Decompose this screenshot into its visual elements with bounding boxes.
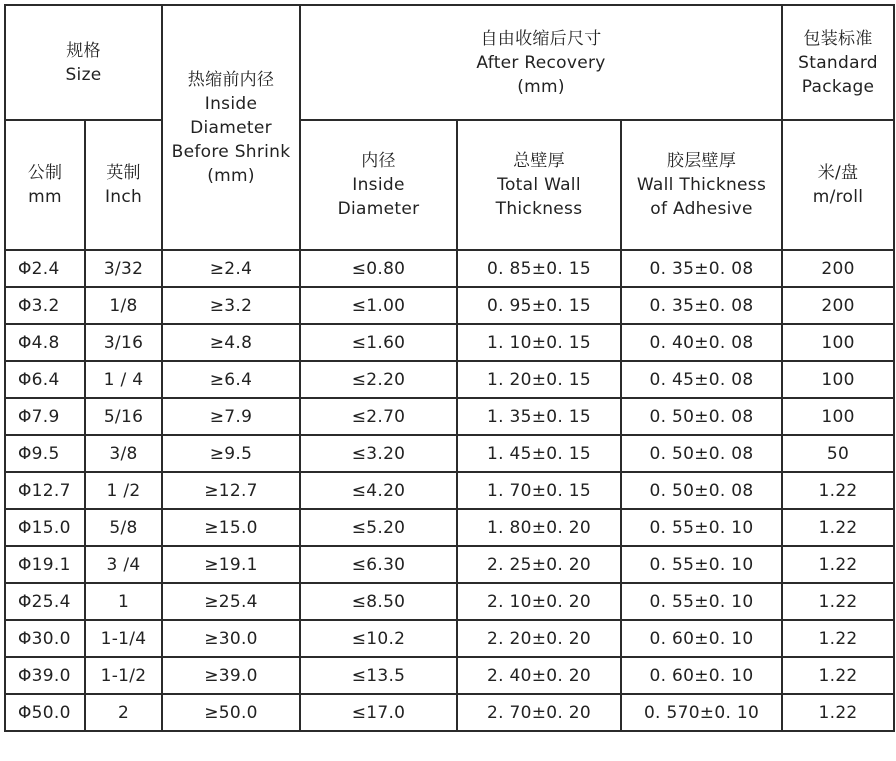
header-metric-cn: 公制 [27,163,63,183]
cell-inside-after: ≤2.20 [300,361,457,398]
cell-inside-after: ≤1.00 [300,287,457,324]
cell-inch: 1-1/4 [85,620,162,657]
header-total-wall-en-2: Thickness [495,199,583,219]
table-row [5,398,894,435]
header-size-cn: 规格 [66,40,101,61]
cell-adhesive-wall: 0. 55±0. 10 [621,546,782,583]
table-row [5,620,894,657]
cell-adhesive-wall: 0. 60±0. 10 [621,657,782,694]
cell-metric: Φ9.5 [5,435,85,472]
cell-inch: 2 [85,694,162,731]
table-row [5,361,894,398]
cell-inside-before: ≥4.8 [162,324,300,361]
header-per-roll-cn: 米/盘 [817,163,859,183]
cell-package: 100 [782,361,894,398]
cell-metric: Φ30.0 [5,620,85,657]
cell-package: 1.22 [782,583,894,620]
cell-metric: Φ12.7 [5,472,85,509]
table-row [5,250,894,287]
cell-adhesive-wall: 0. 50±0. 08 [621,472,782,509]
cell-metric: Φ4.8 [5,324,85,361]
spec-table [4,4,895,732]
cell-package: 1.22 [782,694,894,731]
header-after-recovery-cn: 自由收缩后尺寸 [480,28,602,49]
table-row [5,435,894,472]
cell-inch: 1 /2 [85,472,162,509]
cell-package: 100 [782,398,894,435]
header-after-recovery-en-2: (mm) [517,76,565,97]
cell-total-wall: 1. 20±0. 15 [457,361,621,398]
header-adhesive-wall-en-1: Wall Thickness [636,175,767,195]
cell-metric: Φ25.4 [5,583,85,620]
header-adhesive-wall-en-2: of Adhesive [650,199,753,219]
table-row [5,657,894,694]
header-per-roll [782,120,894,250]
cell-inside-before: ≥50.0 [162,694,300,731]
cell-adhesive-wall: 0. 35±0. 08 [621,250,782,287]
cell-inside-before: ≥12.7 [162,472,300,509]
cell-adhesive-wall: 0. 35±0. 08 [621,287,782,324]
cell-total-wall: 1. 80±0. 20 [457,509,621,546]
header-inch-en: Inch [104,187,143,207]
cell-package: 200 [782,250,894,287]
cell-adhesive-wall: 0. 60±0. 10 [621,620,782,657]
cell-total-wall: 0. 95±0. 15 [457,287,621,324]
header-per-roll-en: m/roll [812,187,864,207]
cell-inch: 1 [85,583,162,620]
cell-inside-before: ≥39.0 [162,657,300,694]
cell-inside-before: ≥30.0 [162,620,300,657]
cell-total-wall: 2. 25±0. 20 [457,546,621,583]
cell-adhesive-wall: 0. 55±0. 10 [621,509,782,546]
cell-total-wall: 2. 70±0. 20 [457,694,621,731]
cell-total-wall: 1. 35±0. 15 [457,398,621,435]
cell-inside-before: ≥6.4 [162,361,300,398]
cell-inch: 3/8 [85,435,162,472]
cell-inch: 5/8 [85,509,162,546]
header-inside-before-en-2: Diameter [190,117,272,138]
cell-inch: 1/8 [85,287,162,324]
cell-total-wall: 1. 45±0. 15 [457,435,621,472]
cell-adhesive-wall: 0. 55±0. 10 [621,583,782,620]
cell-package: 50 [782,435,894,472]
cell-inside-after: ≤2.70 [300,398,457,435]
header-after-recovery [300,5,782,120]
header-inside-before-cn: 热缩前内径 [187,69,275,90]
cell-inside-after: ≤3.20 [300,435,457,472]
header-metric [5,120,85,250]
cell-inside-after: ≤5.20 [300,509,457,546]
header-metric-en: mm [28,187,62,207]
cell-total-wall: 0. 85±0. 15 [457,250,621,287]
header-inside-diameter-cn: 内径 [361,151,396,171]
cell-metric: Φ7.9 [5,398,85,435]
table-row [5,472,894,509]
cell-inside-after: ≤17.0 [300,694,457,731]
cell-inside-after: ≤13.5 [300,657,457,694]
cell-adhesive-wall: 0. 45±0. 08 [621,361,782,398]
header-inside-diameter [300,120,457,250]
header-inside-before-en-1: Inside [204,93,258,114]
cell-total-wall: 1. 70±0. 15 [457,472,621,509]
cell-package: 1.22 [782,509,894,546]
table-row [5,694,894,731]
cell-metric: Φ15.0 [5,509,85,546]
header-inside-diameter-en-2: Diameter [337,199,420,219]
header-total-wall [457,120,621,250]
header-size-en: Size [65,64,102,85]
table-row [5,324,894,361]
header-size [5,5,162,120]
cell-inside-after: ≤10.2 [300,620,457,657]
cell-inside-after: ≤6.30 [300,546,457,583]
header-inch [85,120,162,250]
cell-inside-before: ≥25.4 [162,583,300,620]
cell-adhesive-wall: 0. 50±0. 08 [621,435,782,472]
cell-inside-after: ≤8.50 [300,583,457,620]
cell-total-wall: 1. 10±0. 15 [457,324,621,361]
cell-package: 1.22 [782,472,894,509]
cell-metric: Φ50.0 [5,694,85,731]
header-inside-before-en-3: Before Shrink [171,141,291,162]
table-row [5,546,894,583]
header-package-en-2: Package [801,76,875,97]
header-adhesive-wall [621,120,782,250]
header-inside-before-shrink [162,5,300,250]
cell-inch: 1-1/2 [85,657,162,694]
header-package [782,5,894,120]
cell-total-wall: 2. 40±0. 20 [457,657,621,694]
cell-package: 1.22 [782,546,894,583]
cell-adhesive-wall: 0. 50±0. 08 [621,398,782,435]
cell-inside-after: ≤4.20 [300,472,457,509]
cell-adhesive-wall: 0. 570±0. 10 [621,694,782,731]
cell-package: 1.22 [782,657,894,694]
header-total-wall-en-1: Total Wall [497,175,581,195]
cell-inch: 5/16 [85,398,162,435]
cell-metric: Φ39.0 [5,657,85,694]
cell-inside-before: ≥3.2 [162,287,300,324]
cell-inch: 3/32 [85,250,162,287]
table-row [5,287,894,324]
cell-inside-before: ≥9.5 [162,435,300,472]
header-package-en-1: Standard [798,52,878,73]
cell-metric: Φ3.2 [5,287,85,324]
cell-inside-after: ≤0.80 [300,250,457,287]
cell-package: 1.22 [782,620,894,657]
cell-metric: Φ2.4 [5,250,85,287]
cell-total-wall: 2. 10±0. 20 [457,583,621,620]
cell-package: 200 [782,287,894,324]
cell-package: 100 [782,324,894,361]
cell-inside-before: ≥15.0 [162,509,300,546]
table-row [5,583,894,620]
cell-metric: Φ19.1 [5,546,85,583]
header-total-wall-cn: 总壁厚 [513,151,565,171]
cell-inch: 3 /4 [85,546,162,583]
header-adhesive-wall-cn: 胶层壁厚 [666,151,737,171]
header-after-recovery-en-1: After Recovery [476,52,606,73]
header-inside-before-en-4: (mm) [207,165,255,186]
table-row [5,509,894,546]
cell-inch: 1 / 4 [85,361,162,398]
cell-total-wall: 2. 20±0. 20 [457,620,621,657]
cell-inch: 3/16 [85,324,162,361]
cell-metric: Φ6.4 [5,361,85,398]
cell-inside-before: ≥2.4 [162,250,300,287]
cell-inside-after: ≤1.60 [300,324,457,361]
header-inch-cn: 英制 [106,163,141,183]
cell-adhesive-wall: 0. 40±0. 08 [621,324,782,361]
header-package-cn: 包装标准 [803,28,873,49]
header-inside-diameter-en-1: Inside [352,175,405,195]
cell-inside-before: ≥7.9 [162,398,300,435]
cell-inside-before: ≥19.1 [162,546,300,583]
